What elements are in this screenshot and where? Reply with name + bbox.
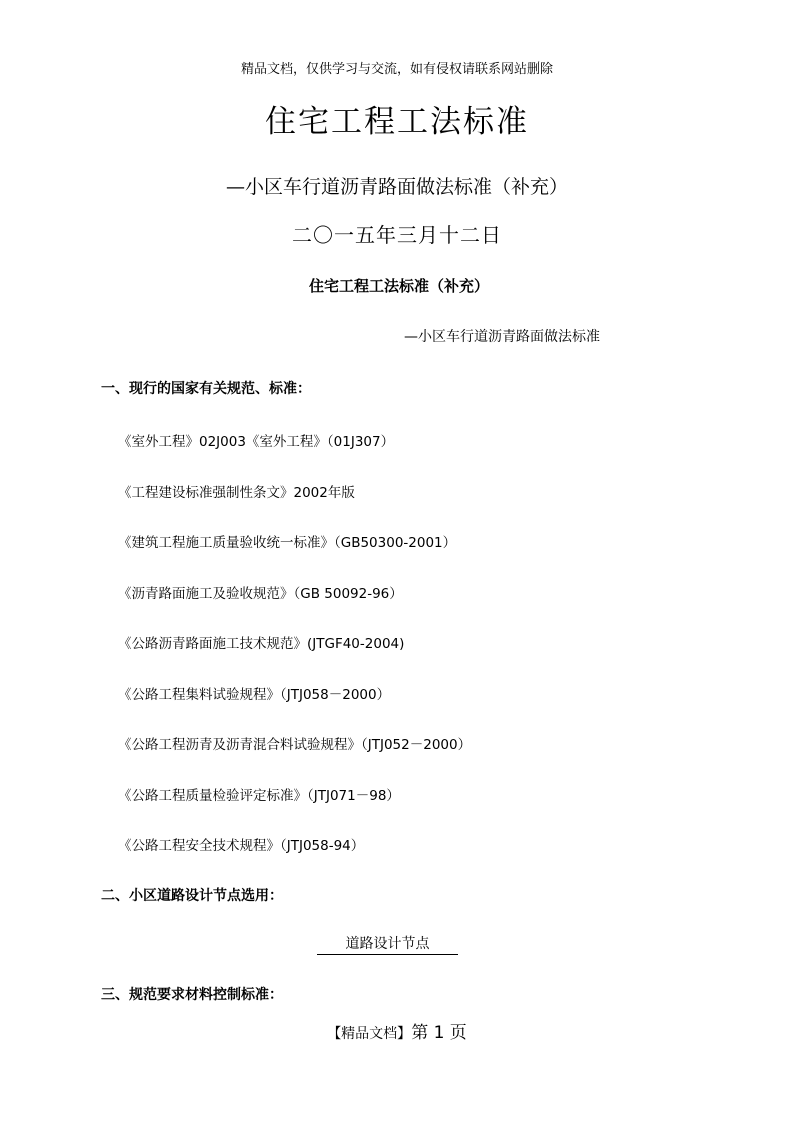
standard-item: 《沥青路面施工及验收规范》（GB 50092-96） [118,586,403,602]
section-subtitle: —小区车行道沥青路面做法标准 [404,329,600,345]
standard-item: 《公路工程沥青及沥青混合料试验规程》（JTJ052－2000） [118,737,472,753]
standard-item: 《室外工程》02J003《室外工程》（01J307） [118,434,395,450]
page-title: 住宅工程工法标准 [265,104,529,140]
standard-item: 《公路工程集料试验规程》（JTJ058－2000） [118,687,391,703]
cover-date: 二〇一五年三月十二日 [292,223,502,247]
watermark-text: 精品文档，仅供学习与交流，如有侵权请联系网站删除 [240,62,553,77]
standard-item: 《公路工程质量检验评定标准》（JTJ071－98） [118,788,400,804]
section-title: 住宅工程工法标准（补充） [309,277,490,295]
design-node-link[interactable]: 道路设计节点 [317,933,458,955]
footer-tag: 【精品文档】 [327,1026,412,1042]
heading-design-nodes: 二、小区道路设计节点选用： [101,888,283,904]
standard-item: 《公路沥青路面施工技术规范》(JTGF40-2004) [118,636,405,652]
standard-item: 《公路工程安全技术规程》（JTJ058-94） [118,838,365,854]
cover-subtitle: —小区车行道沥青路面做法标准（补充） [225,176,568,198]
standard-item: 《工程建设标准强制性条文》2002年版 [118,485,355,501]
standard-item: 《建筑工程施工质量验收统一标准》（GB50300-2001） [118,535,457,551]
heading-material-control: 三、规范要求材料控制标准： [101,987,283,1003]
heading-standards: 一、现行的国家有关规范、标准： [101,381,311,397]
page-footer [0,1018,794,1043]
page-number: 第 1 页 [411,1023,467,1043]
